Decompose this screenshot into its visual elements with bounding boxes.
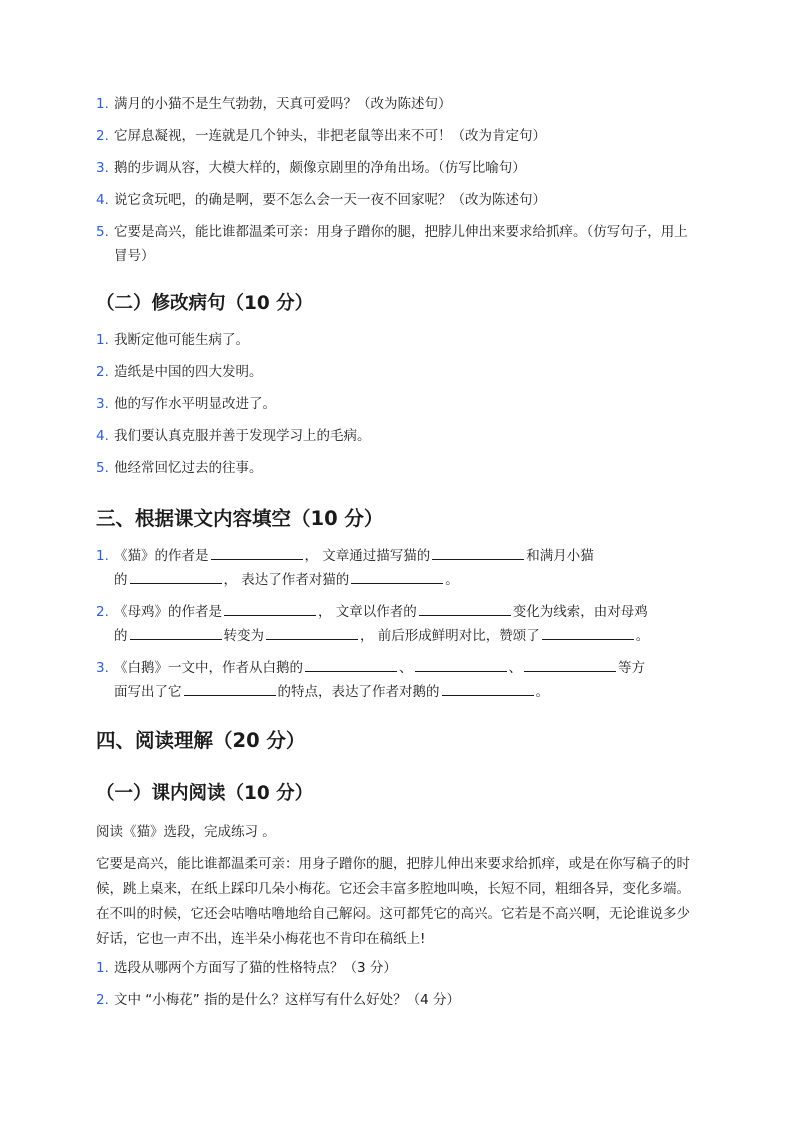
- fill-segment: 《白鹅》一文中，作者从白鹅的: [114, 660, 303, 676]
- error-text: 我断定他可能生病了。: [114, 332, 249, 348]
- fill-segment: 和满月小猫: [526, 548, 594, 564]
- fill-segment: 转变为: [223, 628, 264, 644]
- sentence-item-4: [96, 188, 700, 212]
- sentence-text: 它屏息凝视，一连就是几个钟头，非把老鼠等出来不可！（改为肯定句）: [114, 128, 546, 144]
- section-heading-fix-sentences: （二）修改病句（10 分）: [96, 293, 314, 314]
- error-text: 他的写作水平明显改进了。: [114, 396, 276, 412]
- fill-segment: 等方: [618, 660, 645, 676]
- sentence-text: 满月的小猫不是生气勃勃，天真可爱吗？（改为陈述句）: [114, 96, 452, 112]
- fill-segment: 《母鸡》的作者是: [114, 604, 222, 620]
- list-number: 2.: [96, 128, 109, 144]
- fill-text: [96, 600, 700, 648]
- answer-blank[interactable]: [442, 680, 534, 696]
- answer-blank[interactable]: [130, 624, 222, 640]
- fill-item-3: [96, 656, 700, 704]
- subsection-heading-in-class-reading: （一）课内阅读（10 分）: [96, 783, 314, 804]
- reading-question-1: [96, 956, 700, 980]
- list-number: 3.: [96, 160, 109, 176]
- list-number: 1.: [96, 96, 109, 112]
- fill-line: [114, 568, 700, 592]
- list-number: 5.: [96, 224, 109, 240]
- error-item-1: [96, 328, 700, 352]
- answer-blank[interactable]: [415, 656, 507, 672]
- fill-segment: 的: [114, 628, 128, 644]
- list-number: 1.: [96, 548, 109, 564]
- fill-segment: 。: [445, 572, 459, 588]
- reading-question-2: [96, 988, 700, 1012]
- list-number: 2.: [96, 364, 109, 380]
- list-number: 2.: [96, 604, 109, 620]
- fill-segment: 、: [508, 660, 522, 676]
- fill-segment: 面写出了它: [114, 684, 182, 700]
- error-item-2: [96, 360, 700, 384]
- fill-segment: 的: [114, 572, 128, 588]
- fill-segment: 。: [535, 684, 549, 700]
- question-text: 选段从哪两个方面写了猫的性格特点？（3 分）: [114, 960, 397, 976]
- fill-line: [114, 544, 700, 568]
- answer-blank[interactable]: [211, 544, 303, 560]
- section-heading-fill-blanks: 三、根据课文内容填空（10 分）: [96, 507, 384, 530]
- error-item-3: [96, 392, 700, 416]
- fill-segment: 的特点，表达了作者对鹅的: [277, 684, 440, 700]
- fill-text: [96, 656, 700, 704]
- reading-passage: 它要是高兴，能比谁都温柔可亲：用身子蹭你的腿，把脖儿伸出来要求给抓痒，或是在你写稿子的时候，跳上桌来，在纸上踩印几朵小梅花。它还会丰富多腔地叫唤，长短不同，粗细各异，变化多端。在不叫的时候，它还会咕噜咕噜地给自己解闷。这可都凭它的高兴。它若是不高兴啊，无论谁说多少好话，它也一声不出，连半朵小梅花也不肯印在稿纸上!: [96, 856, 690, 947]
- sentence-item-1: [96, 92, 700, 116]
- fill-segment: 《猫》的作者是: [114, 548, 209, 564]
- sentence-item-5: [96, 220, 700, 268]
- fill-line: [114, 680, 700, 704]
- sentence-item-2: [96, 124, 700, 148]
- fill-line: [114, 624, 700, 648]
- fill-segment: 。: [635, 628, 650, 644]
- section-heading-reading: 四、阅读理解（20 分）: [96, 729, 306, 752]
- reading-instruction: 阅读《猫》选段，完成练习 。: [96, 824, 276, 840]
- list-number: 4.: [96, 428, 109, 444]
- list-number: 2.: [96, 992, 109, 1008]
- question-text: 文中 “小梅花” 指的是什么？这样写有什么好处？（4 分）: [114, 992, 460, 1008]
- answer-blank[interactable]: [432, 544, 524, 560]
- error-item-4: [96, 424, 700, 448]
- answer-blank[interactable]: [524, 656, 616, 672]
- fill-segment: ， 文章以作者的: [318, 604, 417, 620]
- sentence-text: 它要是高兴，能比谁都温柔可亲：用身子蹭你的腿，把脖儿伸出来要求给抓痒。（仿写句子，用上冒号）: [114, 224, 688, 264]
- error-text: 我们要认真克服并善于发现学习上的毛病。: [114, 428, 371, 444]
- fill-text: [96, 544, 700, 592]
- answer-blank[interactable]: [266, 624, 358, 640]
- answer-blank[interactable]: [130, 568, 222, 584]
- answer-blank[interactable]: [184, 680, 276, 696]
- fill-segment: ， 前后形成鲜明对比，赞颂了: [360, 628, 540, 644]
- error-text: 他经常回忆过去的往事。: [114, 460, 263, 476]
- answer-blank[interactable]: [542, 624, 634, 640]
- answer-blank[interactable]: [419, 600, 511, 616]
- list-number: 3.: [96, 396, 109, 412]
- error-item-5: [96, 456, 700, 480]
- fill-item-1: [96, 544, 700, 592]
- answer-blank[interactable]: [224, 600, 316, 616]
- answer-blank[interactable]: [305, 656, 397, 672]
- fill-line: [114, 656, 700, 680]
- fill-segment: 变化为线索，由对母鸡: [512, 604, 648, 620]
- fill-segment: ， 文章通过描写猫的: [304, 548, 431, 564]
- list-number: 1.: [96, 960, 109, 976]
- fill-line: [114, 600, 700, 624]
- sentence-text: 鹅的步调从容，大模大样的，颇像京剧里的净角出场。（仿写比喻句）: [114, 160, 526, 176]
- list-number: 3.: [96, 660, 109, 676]
- error-text: 造纸是中国的四大发明。: [114, 364, 263, 380]
- sentence-text: 说它贪玩吧，的确是啊，要不怎么会一天一夜不回家呢？（改为陈述句）: [114, 192, 546, 208]
- list-number: 4.: [96, 192, 109, 208]
- list-number: 5.: [96, 460, 109, 476]
- fill-item-2: [96, 600, 700, 648]
- list-number: 1.: [96, 332, 109, 348]
- fill-segment: 、: [399, 660, 413, 676]
- sentence-item-3: [96, 156, 700, 180]
- answer-blank[interactable]: [351, 568, 443, 584]
- fill-segment: ， 表达了作者对猫的: [223, 572, 350, 588]
